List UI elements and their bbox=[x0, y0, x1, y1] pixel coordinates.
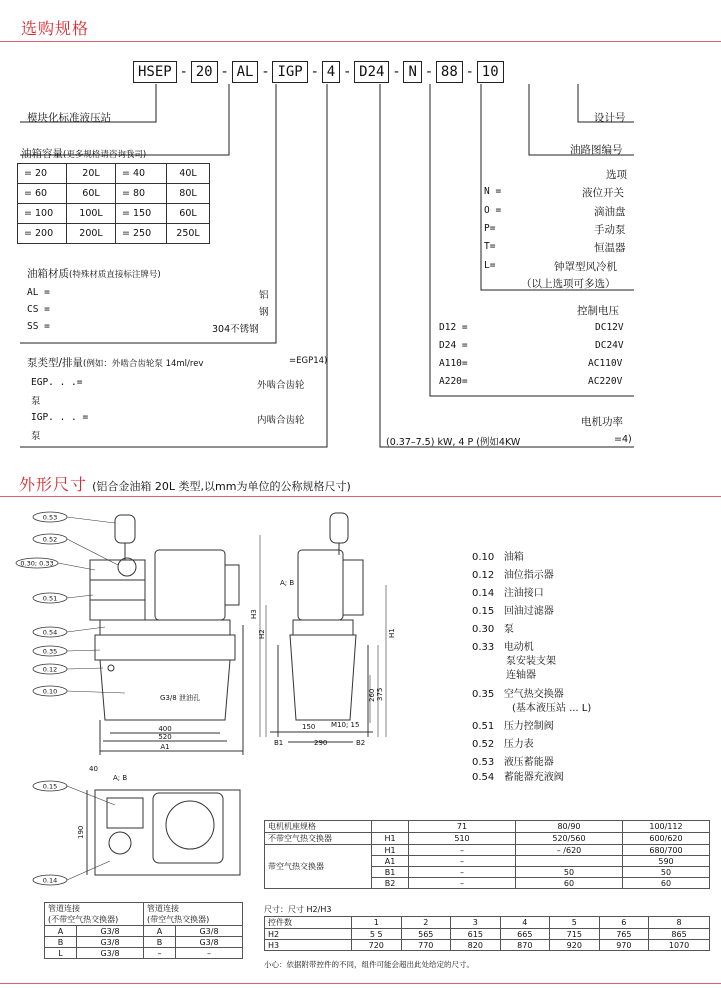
code-dash: - bbox=[310, 64, 319, 80]
dim-290: 290 bbox=[314, 739, 328, 747]
callout-label: 0.51 bbox=[42, 594, 58, 603]
cap-code: = 80 bbox=[116, 184, 167, 204]
callout-label: 0.12 bbox=[42, 665, 58, 674]
table-cell: B1 bbox=[372, 867, 409, 878]
module-label: 模块化标准液压站 bbox=[27, 112, 111, 124]
pump-desc-tail: 泵 bbox=[31, 396, 41, 407]
front-view-drawing bbox=[15, 505, 255, 775]
table-row bbox=[45, 903, 243, 915]
legend-desc: 空气热交换器 bbox=[503, 689, 564, 700]
option-code: P= bbox=[484, 223, 496, 234]
legend-code: 0.53 bbox=[472, 757, 495, 768]
table-cell: 不带空气热交换器 bbox=[265, 833, 372, 845]
cap-code: = 200 bbox=[18, 224, 67, 244]
table-cell: H1 bbox=[372, 845, 409, 856]
table-cell: – /620 bbox=[516, 845, 623, 856]
motor-title: 电机功率 bbox=[581, 416, 623, 428]
table-cell: G3/8 bbox=[176, 926, 243, 937]
capacity-table bbox=[17, 163, 210, 244]
table-cell: 920 bbox=[550, 940, 600, 951]
bottom-divider bbox=[0, 983, 721, 984]
code-dash: - bbox=[342, 64, 352, 80]
code-seg-series: HSEP bbox=[133, 61, 177, 83]
table-cell: 765 bbox=[599, 929, 649, 940]
table-cell: A bbox=[45, 926, 77, 937]
table-cell: 71 bbox=[409, 821, 516, 833]
legend-code: 0.51 bbox=[472, 721, 495, 732]
callout-label: 0.14 bbox=[42, 876, 58, 885]
dimension-subtitle: (铝合金油箱 20L 类型,以mm为单位的公称规格尺寸) bbox=[92, 480, 351, 493]
table-row bbox=[265, 929, 710, 940]
tank-note: (更多规格请咨询我司) bbox=[63, 150, 147, 160]
material-note: (特殊材质直接标注牌号) bbox=[69, 270, 161, 280]
material-desc: 钢 bbox=[259, 307, 269, 318]
voltage-desc: DC12V bbox=[595, 322, 624, 333]
dim-H2: H2 bbox=[258, 629, 266, 639]
table-cell: 8 bbox=[649, 917, 710, 929]
legend-code: 0.12 bbox=[472, 570, 495, 581]
table-cell: 5 bbox=[550, 917, 600, 929]
legend-desc: 电动机 bbox=[503, 642, 534, 653]
code-seg-option: N bbox=[403, 61, 421, 83]
material-code: CS = bbox=[27, 304, 50, 315]
material-code: AL = bbox=[27, 287, 50, 298]
legend-code: 0.33 bbox=[472, 642, 495, 653]
tank-capacity-heading bbox=[21, 146, 146, 161]
legend-desc: 油箱 bbox=[503, 552, 524, 563]
legend-desc: 油位指示器 bbox=[503, 570, 554, 581]
option-desc: 液位开关 bbox=[582, 187, 624, 199]
table-cell: 6 bbox=[599, 917, 649, 929]
voltage-desc: AC110V bbox=[588, 358, 623, 369]
code-seg-motor: 4 bbox=[322, 61, 340, 83]
table-cell: 970 bbox=[599, 940, 649, 951]
top-ab-label: A; B bbox=[113, 774, 128, 782]
legend-code: 0.14 bbox=[472, 588, 495, 599]
table-row bbox=[18, 224, 210, 244]
table-cell: B2 bbox=[372, 878, 409, 889]
table-cell: 60 bbox=[516, 878, 623, 889]
circuit-no-label: 油路图编号 bbox=[570, 144, 623, 156]
table-cell: 565 bbox=[401, 929, 451, 940]
table-cell: 1070 bbox=[649, 940, 710, 951]
dim-40: 40 bbox=[89, 765, 98, 773]
option-code: O = bbox=[484, 205, 502, 216]
table-cell: 870 bbox=[500, 940, 550, 951]
code-dash: - bbox=[220, 64, 229, 80]
table-cell: 50 bbox=[623, 867, 710, 878]
pump-desc: 外啮合齿轮 bbox=[257, 380, 305, 391]
table-row bbox=[18, 164, 210, 184]
pump-title: 泵类型/排量 bbox=[27, 357, 84, 369]
m10-label: M10; 15 bbox=[331, 721, 360, 729]
option-desc: 手动泵 bbox=[594, 224, 626, 236]
table-cell: B bbox=[144, 937, 176, 948]
callout-label: 0.15 bbox=[42, 782, 58, 791]
voltage-desc: AC220V bbox=[588, 376, 623, 387]
material-title: 油箱材质 bbox=[27, 268, 69, 280]
table-cell: 管道连接 bbox=[45, 903, 144, 915]
cap-code: = 250 bbox=[116, 224, 167, 244]
legend-code: 0.10 bbox=[472, 552, 495, 563]
tank-title: 油箱容量 bbox=[21, 148, 63, 160]
design-no-label: 设计号 bbox=[594, 112, 626, 124]
code-seg-voltage: D24 bbox=[354, 61, 389, 83]
section-divider bbox=[0, 496, 721, 497]
table-row bbox=[265, 845, 710, 856]
table-cell: – bbox=[144, 948, 176, 959]
legend-desc: 泵安装支架 bbox=[506, 656, 556, 667]
cap-code: = 100 bbox=[18, 204, 67, 224]
table-cell bbox=[516, 856, 623, 867]
callout-label: 0.52 bbox=[42, 535, 58, 544]
table-cell: (带空气热交换器) bbox=[144, 914, 243, 926]
voltage-code: A220= bbox=[439, 376, 468, 387]
callout-label: 0.30; 0.33 bbox=[20, 559, 54, 568]
pump-desc-tail: 泵 bbox=[31, 431, 41, 442]
legend-desc: 回油过滤器 bbox=[503, 606, 554, 617]
table-cell: – bbox=[176, 948, 243, 959]
dimension-heading bbox=[19, 472, 351, 495]
table-cell: 管道连接 bbox=[144, 903, 243, 915]
cap-value: 60L bbox=[67, 184, 116, 204]
option-code: N = bbox=[484, 186, 502, 197]
voltage-code: D24 = bbox=[439, 340, 468, 351]
legend-desc: 液压蓄能器 bbox=[503, 757, 554, 768]
dim-520: 520 bbox=[158, 733, 172, 741]
table-cell: 3 bbox=[451, 917, 501, 929]
table-cell: 715 bbox=[550, 929, 600, 940]
motor-range: (0.37–7.5) kW, 4 P (例如4KW bbox=[386, 437, 521, 448]
cap-code: = 40 bbox=[116, 164, 167, 184]
pump-code: EGP. . .= bbox=[31, 377, 83, 388]
table-cell: H2 bbox=[265, 929, 352, 940]
dim-H1: H1 bbox=[388, 628, 396, 638]
pump-code: IGP. . . = bbox=[31, 412, 89, 423]
callout-label: 0.10 bbox=[42, 687, 58, 696]
code-seg-design: 10 bbox=[477, 61, 504, 83]
dim-B1: B1 bbox=[274, 739, 284, 747]
legend-desc: (基本液压站 ... L) bbox=[512, 703, 592, 714]
legend-code: 0.54 bbox=[472, 772, 495, 783]
legend-desc: 蓄能器充液阀 bbox=[503, 772, 564, 783]
table-cell: L bbox=[45, 948, 77, 959]
code-seg-circuit: 88 bbox=[436, 61, 463, 83]
code-seg-material: AL bbox=[232, 61, 259, 83]
dim-260: 260 bbox=[368, 688, 376, 702]
table-cell: 820 bbox=[451, 940, 501, 951]
table-row bbox=[45, 948, 243, 959]
code-seg-pump: IGP bbox=[272, 61, 307, 83]
material-heading bbox=[27, 266, 161, 281]
drain-label: G3/8 泄油孔 bbox=[160, 694, 200, 702]
side-view-drawing bbox=[248, 505, 408, 755]
code-dash: - bbox=[424, 64, 434, 80]
dimension-title: 外形尺寸 bbox=[19, 475, 88, 494]
table-cell: G3/8 bbox=[77, 948, 144, 959]
option-desc: 钟罩型风冷机 bbox=[554, 261, 617, 273]
cap-value: 40L bbox=[167, 164, 210, 184]
frame-size-table bbox=[264, 820, 710, 889]
dim-150: 150 bbox=[302, 723, 316, 731]
table-cell: B bbox=[45, 937, 77, 948]
voltage-desc: DC24V bbox=[595, 340, 624, 351]
table-cell: – bbox=[409, 878, 516, 889]
table-cell: 770 bbox=[401, 940, 451, 951]
table-cell: 665 bbox=[500, 929, 550, 940]
legend-code: 0.30 bbox=[472, 624, 495, 635]
table-cell: 600/620 bbox=[623, 833, 710, 845]
table-row bbox=[265, 917, 710, 929]
legend-code: 0.52 bbox=[472, 739, 495, 750]
cap-value: 80L bbox=[167, 184, 210, 204]
dim-A1: A1 bbox=[160, 743, 170, 751]
cap-code: = 60 bbox=[18, 184, 67, 204]
table-cell: 80/90 bbox=[516, 821, 623, 833]
voltage-code: A110= bbox=[439, 358, 468, 369]
table-cell: 电机机座规格 bbox=[265, 821, 372, 833]
table-cell: 680/700 bbox=[623, 845, 710, 856]
pump-note-tail: =EGP14) bbox=[289, 356, 328, 366]
table-row bbox=[45, 937, 243, 948]
table-cell: 2 bbox=[401, 917, 451, 929]
table-cell: 4 bbox=[500, 917, 550, 929]
legend-desc: 压力表 bbox=[503, 739, 534, 750]
voltage-code: D12 = bbox=[439, 322, 468, 333]
table-cell: 5 5 bbox=[352, 929, 402, 940]
code-dash: - bbox=[392, 64, 401, 80]
table-cell: 510 bbox=[409, 833, 516, 845]
motor-range-tail: =4) bbox=[614, 434, 632, 445]
table-row bbox=[18, 204, 210, 224]
code-dash: - bbox=[261, 64, 270, 80]
cap-value: 250L bbox=[167, 224, 210, 244]
option-code: L= bbox=[484, 260, 496, 271]
dim-400: 400 bbox=[158, 725, 172, 733]
table-cell: – bbox=[409, 867, 516, 878]
pump-heading bbox=[27, 355, 203, 370]
table-row bbox=[265, 940, 710, 951]
table-cell: G3/8 bbox=[176, 937, 243, 948]
table-cell: 60 bbox=[623, 878, 710, 889]
options-note: （以上选项可多选） bbox=[521, 278, 616, 290]
material-code: SS = bbox=[27, 321, 50, 332]
table-cell: (不带空气热交换器) bbox=[45, 914, 144, 926]
code-seg-capacity: 20 bbox=[191, 61, 218, 83]
table-cell: 带空气热交换器 bbox=[265, 845, 372, 889]
table-cell: 520/560 bbox=[516, 833, 623, 845]
table-cell: G3/8 bbox=[77, 937, 144, 948]
size-table-caption: 尺寸：尺寸 H2/H3 bbox=[264, 905, 332, 914]
code-dash: - bbox=[465, 64, 474, 80]
table-cell: A bbox=[144, 926, 176, 937]
table-cell: H3 bbox=[265, 940, 352, 951]
table-cell: 50 bbox=[516, 867, 623, 878]
table-cell: 865 bbox=[649, 929, 710, 940]
table-cell: – bbox=[409, 856, 516, 867]
ab-label: A; B bbox=[280, 579, 295, 587]
cap-value: 60L bbox=[167, 204, 210, 224]
table-cell: A1 bbox=[372, 856, 409, 867]
code-dash: - bbox=[179, 64, 188, 80]
table-cell: 1 bbox=[352, 917, 402, 929]
cap-code: = 150 bbox=[116, 204, 167, 224]
table-cell: G3/8 bbox=[77, 926, 144, 937]
material-desc: 铝 bbox=[259, 290, 269, 301]
size-table-note: 小心：依据附带控件的不同，组件可能会超出此处给定的尺寸。 bbox=[264, 960, 474, 969]
table-cell: 100/112 bbox=[623, 821, 710, 833]
selection-title: 选购规格 bbox=[21, 19, 90, 38]
option-desc: 恒温器 bbox=[594, 242, 626, 254]
pump-note: (例如：外啮合齿轮泵 14ml/rev bbox=[83, 359, 204, 369]
table-row bbox=[18, 184, 210, 204]
table-cell: 控件数 bbox=[265, 917, 352, 929]
legend-desc: 压力控制阀 bbox=[503, 721, 554, 732]
option-code: T= bbox=[484, 241, 496, 252]
table-cell: 720 bbox=[352, 940, 402, 951]
connection-table bbox=[44, 902, 243, 959]
table-row bbox=[265, 821, 710, 833]
size-table bbox=[264, 916, 710, 951]
table-row bbox=[265, 833, 710, 845]
cap-value: 20L bbox=[67, 164, 116, 184]
legend-desc: 连轴器 bbox=[506, 670, 536, 681]
material-desc: 304不锈钢 bbox=[212, 324, 259, 335]
table-cell: 590 bbox=[623, 856, 710, 867]
dim-190: 190 bbox=[77, 825, 85, 839]
legend-code: 0.35 bbox=[472, 689, 495, 700]
cap-code: = 20 bbox=[18, 164, 67, 184]
dim-B2: B2 bbox=[356, 739, 366, 747]
table-cell: – bbox=[409, 845, 516, 856]
callout-label: 0.53 bbox=[42, 513, 58, 522]
pump-desc: 内啮合齿轮 bbox=[257, 415, 305, 426]
voltage-title: 控制电压 bbox=[577, 305, 619, 317]
table-row bbox=[45, 914, 243, 926]
table-cell: H1 bbox=[372, 833, 409, 845]
cap-value: 200L bbox=[67, 224, 116, 244]
top-view-drawing bbox=[15, 765, 255, 890]
callout-label: 0.35 bbox=[42, 647, 58, 656]
legend-code: 0.15 bbox=[472, 606, 495, 617]
table-row bbox=[45, 926, 243, 937]
options-title: 选项 bbox=[606, 169, 627, 181]
option-desc: 滴油盘 bbox=[594, 206, 626, 218]
dim-H3: H3 bbox=[250, 609, 258, 619]
callout-label: 0.54 bbox=[42, 628, 58, 637]
table-cell bbox=[372, 821, 409, 833]
legend-desc: 泵 bbox=[503, 624, 514, 635]
table-cell: 615 bbox=[451, 929, 501, 940]
dim-375: 375 bbox=[376, 687, 384, 701]
cap-value: 100L bbox=[67, 204, 116, 224]
legend-desc: 注油接口 bbox=[503, 588, 544, 599]
